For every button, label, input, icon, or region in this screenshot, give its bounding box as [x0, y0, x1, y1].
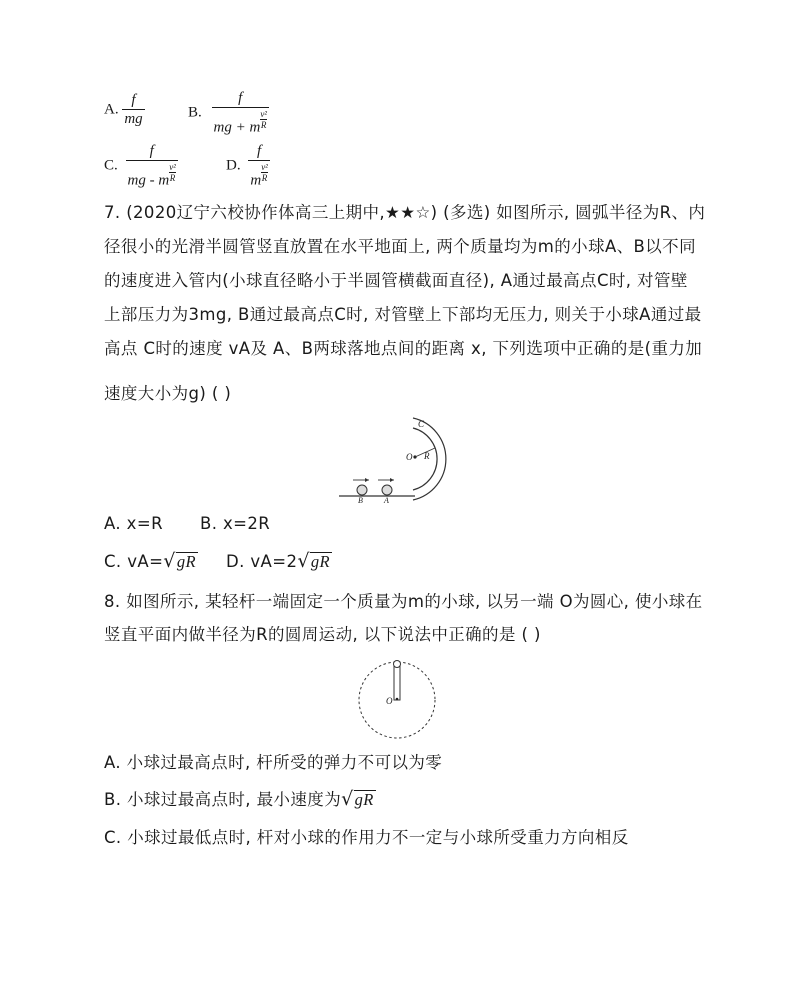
denominator — [248, 160, 270, 190]
label-c: C — [418, 419, 425, 429]
q6-option-d — [226, 143, 270, 190]
velocity-ratio — [169, 162, 176, 183]
center-o-point — [396, 698, 399, 701]
q8-line-2: 竖直平面内做半径为R的圆周运动, 以下说法中正确的是 ( ) — [104, 625, 541, 644]
q7-option-c — [104, 551, 198, 573]
denominator — [212, 107, 270, 137]
sqrt-symbol: √ — [341, 788, 354, 810]
option-b-text: B. 小球过最高点时, 最小速度为 — [104, 790, 342, 809]
velocity-ratio — [260, 109, 267, 130]
sqrt-symbol: √ — [297, 550, 310, 572]
option-d-text: D. vA=2 — [226, 552, 298, 571]
q7-line-3: 的速度进入管内(小球直径略小于半圆管横截面直径), A通过最高点C时, 对管壁 — [104, 271, 688, 290]
sub-numerator: v² — [260, 109, 268, 119]
ball-a — [382, 485, 392, 495]
option-c-text: C. vA= — [104, 552, 164, 571]
denominator-text: m — [250, 172, 262, 189]
q8-rod-circle-figure — [355, 658, 439, 740]
option-label: A. — [104, 101, 119, 118]
option-label: C. — [104, 157, 118, 174]
light-rod — [394, 666, 400, 700]
q7-option-a: A. x=R — [104, 514, 163, 533]
option-label: D. — [226, 157, 241, 174]
q8-option-b — [104, 789, 376, 811]
option-label: B. — [188, 104, 202, 121]
arrow-a-head — [390, 478, 394, 482]
q6-option-a — [104, 92, 145, 128]
velocity-ratio — [261, 162, 268, 183]
radicand: gR — [176, 552, 196, 571]
q7-option-d — [226, 551, 332, 573]
q7-option-b: B. x=2R — [200, 514, 271, 533]
q6-option-c — [104, 143, 178, 190]
numerator: f — [238, 90, 243, 106]
denominator: mg — [124, 111, 143, 127]
fraction — [248, 143, 270, 190]
sub-denominator: R — [261, 173, 268, 183]
q7-line-1: 7. (2020辽宁六校协作体高三上期中,★★☆) (多选) 如图所示, 圆弧半径为R、内 — [104, 203, 706, 222]
ball-b — [357, 485, 367, 495]
q8-option-c: C. 小球过最低点时, 杆对小球的作用力不一定与小球所受重力方向相反 — [104, 828, 629, 847]
denominator-text: mg - m — [127, 172, 170, 189]
sub-numerator: v² — [169, 162, 176, 172]
arrow-b-head — [365, 478, 369, 482]
q7-line-6: 速度大小为g) ( ) — [104, 384, 232, 403]
label-a: A — [384, 496, 389, 504]
denominator-text: mg + m — [213, 119, 261, 136]
numerator: f — [131, 92, 136, 108]
small-ball — [394, 661, 401, 668]
label-o: O — [386, 696, 393, 706]
fraction — [212, 90, 270, 137]
q7-line-4: 上部压力为3mg, B通过最高点C时, 对管壁上下部均无压力, 则关于小球A通过最 — [104, 305, 702, 324]
q7-line-5: 高点 C时的速度 vA及 A、B两球落地点间的距离 x, 下列选项中正确的是(重力加 — [104, 339, 703, 358]
q7-line-2: 径很小的光滑半圆管竖直放置在水平地面上, 两个质量均为m的小球A、B以不同 — [104, 237, 696, 256]
label-o: O — [406, 452, 413, 462]
fraction — [126, 143, 178, 190]
radicand: gR — [354, 790, 374, 809]
sqrt-symbol: √ — [163, 550, 176, 572]
denominator — [126, 160, 178, 190]
sub-denominator: R — [260, 120, 267, 130]
radicand: gR — [310, 552, 331, 571]
fraction — [122, 92, 144, 128]
q8-line-1: 8. 如图所示, 某轻杆一端固定一个质量为m的小球, 以另一端 O为圆心, 使小球在 — [104, 592, 703, 611]
sub-denominator: R — [169, 173, 176, 183]
q8-option-a: A. 小球过最高点时, 杆所受的弹力不可以为零 — [104, 753, 443, 772]
q6-option-b — [188, 90, 269, 137]
sub-numerator: v² — [261, 162, 268, 172]
label-r: R — [424, 451, 430, 461]
label-b: B — [358, 496, 363, 504]
q7-semicircle-tube-figure — [335, 412, 475, 504]
numerator: f — [149, 143, 154, 159]
numerator: f — [257, 143, 262, 159]
